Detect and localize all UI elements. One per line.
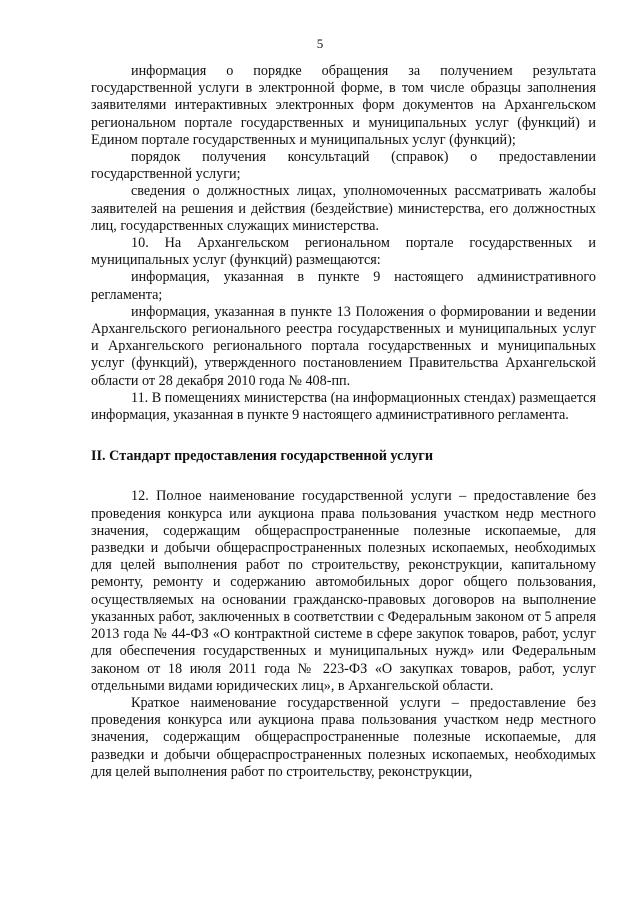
section-heading: II. Стандарт предоставления государственной услуги bbox=[91, 448, 434, 465]
paragraph: информация о порядке обращения за получением результата государственной услуги в электронной форме, в том числе образцы заполнения заявителями интерактивных электронных форм документов на Архангельском региональном портале государственных и муниципальных услуг (функций) и Едином портале государственных и муниципальных услуг (функций); bbox=[91, 63, 596, 148]
paragraph: сведения о должностных лицах, уполномоченных рассматривать жалобы заявителей на решения и действия (бездействие) министерства, его должностных лиц, государственных служащих министерства. bbox=[91, 183, 596, 234]
page-number: 5 bbox=[316, 36, 324, 51]
paragraph: 11. В помещениях министерства (на информационных стендах) размещается информация, указанная в пункте 9 настоящего административного регламента. bbox=[91, 389, 596, 424]
document-body bbox=[91, 63, 596, 781]
paragraph: 10. На Архангельском региональном портале государственных и муниципальных услуг (функций) размещаются: bbox=[91, 235, 596, 269]
paragraph: информация, указанная в пункте 13 Положения о формировании и ведении Архангельского регионального реестра государственных и муниципальных услуг и Архангельского регионального портала государственных и муниципальных услуг (функций), утвержденного постановлением Правительства Архангельской области от 28 декабря 2010 года № 408-пп. bbox=[91, 303, 596, 389]
paragraph: информация, указанная в пункте 9 настоящего административного регламента; bbox=[91, 269, 596, 303]
paragraph: Краткое наименование государственной услуги – предоставление без проведения конкурса или аукциона права пользования участком недр местного значения, содержащим общераспространенные полезные ископаемые, для разведки и добычи общераспространенных полезных ископаемых, необходимых для целей выполнения работ по строительству, реконструкции, bbox=[91, 694, 596, 780]
paragraph: 12. Полное наименование государственной услуги – предоставление без проведения конкурса или аукциона права пользования участком недр местного значения, содержащим общераспространенные полезные ископаемые, для разведки и добычи общераспространенных полезных ископаемых, необходимых для целей выполнения работ по строительству, реконструкции, капитальному ремонту, ремонту и содержанию автомобильных дорог общего пользования, осуществляемых на основании гражданско-правовых договоров на выполнение указанных работ, заключенных в соответствии с Федеральным законом от 5 апреля 2013 года № 44-ФЗ «О контрактной системе в сфере закупок товаров, работ, услуг для обеспечения государственных и муниципальных нужд» или Федеральным законом от 18 июля 2011 года № 223-ФЗ «О закупках товаров, работ, услуг отдельными видами юридических лиц», в Архангельской области. bbox=[91, 488, 596, 694]
paragraph: порядок получения консультаций (справок) о предоставлении государственной услуги; bbox=[91, 149, 596, 183]
